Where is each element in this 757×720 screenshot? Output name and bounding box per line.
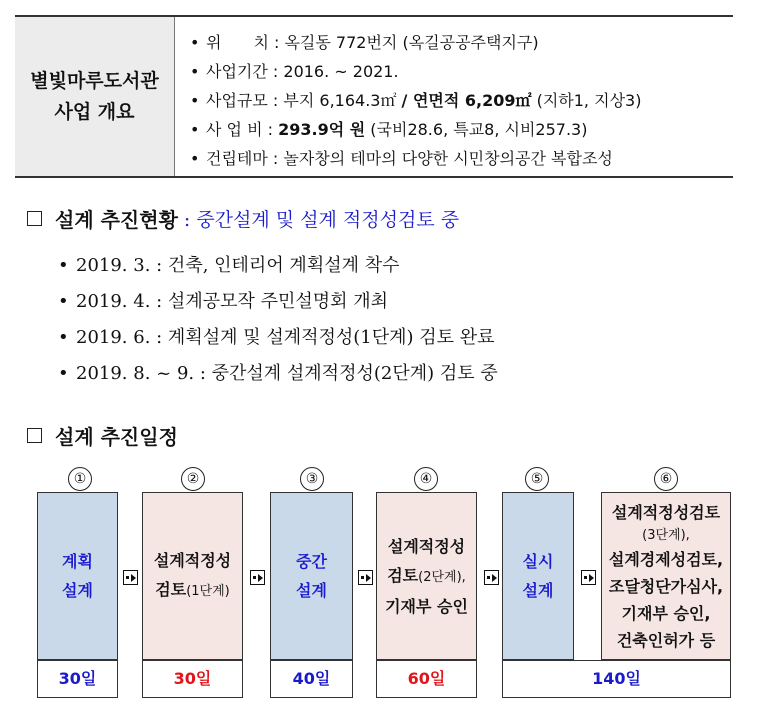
overview-line-theme (190, 144, 733, 173)
duration-cell-2: 30일 (142, 660, 243, 698)
stage-text: 설계경제성검토, (608, 549, 724, 569)
stage-text: 중간 (296, 552, 327, 571)
right-arrow-box-icon (581, 570, 596, 585)
section-subtitle: : 중간설계 및 설계 적정성검토 중 (183, 209, 460, 231)
bullet-icon: • (58, 255, 69, 276)
stage-text: 검토 (387, 565, 419, 585)
step-number-2: ② (181, 467, 205, 491)
stage-text-small: (1단계) (186, 584, 230, 599)
stage-text-small: (2단계), (418, 569, 466, 585)
stage-text: 조달청단가심사, (608, 576, 724, 596)
overview-line-text: 사업기간 : 2016. ~ 2021. (206, 62, 399, 81)
list-item (58, 356, 498, 392)
bullet-icon: • (190, 91, 200, 110)
list-item-text: 2019. 6. : 계획설계 및 설계적정성(1단계) 검토 완료 (76, 327, 495, 348)
bullet-icon: • (58, 291, 69, 312)
stage-box-review-3 (601, 492, 731, 660)
step-number-1: ① (68, 467, 92, 491)
checkbox-icon (27, 428, 42, 443)
list-item-text: 2019. 3. : 건축, 인테리어 계획설계 착수 (76, 255, 400, 276)
bullet-icon: • (58, 363, 69, 384)
right-arrow-box-icon (484, 570, 499, 585)
overview-line-text: (지하1, 지상3) (531, 91, 642, 110)
stage-text: 검토 (155, 580, 187, 599)
step-number-4: ④ (414, 467, 438, 491)
bullet-icon: • (190, 33, 200, 52)
overview-line-location (190, 28, 733, 57)
step-number-5: ⑤ (525, 467, 549, 491)
stage-box-planning-design (37, 492, 118, 660)
stage-text: 설계 (62, 581, 93, 600)
duration-cell-3: 40일 (270, 660, 353, 698)
overview-line-scale (190, 86, 733, 115)
list-item-text: 2019. 8. ~ 9. : 중간설계 설계적정성(2단계) 검토 중 (76, 363, 498, 384)
overview-title-line2: 사업 개요 (54, 100, 135, 123)
right-arrow-box-icon (123, 570, 138, 585)
design-status-list (58, 248, 498, 392)
project-overview-table (15, 15, 733, 178)
section-title: 설계 추진일정 (55, 425, 178, 449)
bullet-icon: • (190, 120, 200, 139)
overview-line-text: 위 치 : 옥길동 772번지 (옥길공공주택지구) (206, 33, 539, 52)
overview-title-line1: 별빛마루도서관 (30, 69, 159, 92)
section-title: 설계 추진현황 (55, 208, 178, 232)
overview-line-emphasis: 293.9억 원 (278, 120, 366, 139)
list-item (58, 320, 498, 356)
stage-text: 기재부 승인, (621, 603, 711, 623)
overview-line-text: 사업규모 : 부지 6,164.3㎡ (206, 91, 402, 110)
duration-cell-4: 60일 (376, 660, 477, 698)
stage-text: 설계적정성 (387, 536, 466, 556)
stage-text: 건축인허가 등 (616, 630, 716, 650)
stage-box-intermediate-design (270, 492, 353, 660)
stage-box-review-2 (376, 492, 477, 660)
list-item (58, 284, 498, 320)
stage-text: 실시 (522, 552, 554, 571)
list-item-text: 2019. 4. : 설계공모작 주민설명회 개최 (76, 291, 389, 312)
section-design-status-heading (27, 204, 459, 233)
stage-text: 설계 (522, 581, 554, 600)
duration-cell-5-6: 140일 (502, 660, 731, 698)
right-arrow-box-icon (358, 570, 373, 585)
overview-line-emphasis: / 연면적 6,209㎡ (401, 91, 532, 110)
bullet-icon: • (190, 149, 200, 168)
overview-line-budget (190, 115, 733, 144)
overview-header-cell (15, 17, 175, 176)
stage-box-review-1 (142, 492, 243, 660)
right-arrow-box-icon (250, 570, 265, 585)
stage-text: 설계적정성 (153, 551, 232, 570)
overview-line-period (190, 57, 733, 86)
stage-text: 설계적정성검토 (611, 502, 721, 522)
section-design-schedule-heading (27, 421, 178, 450)
overview-details (175, 17, 733, 176)
step-number-6: ⑥ (654, 467, 678, 491)
bullet-icon: • (190, 62, 200, 81)
overview-line-text: (국비28.6, 특교8, 시비257.3) (365, 120, 588, 139)
stage-text: 기재부 승인 (385, 596, 468, 616)
list-item (58, 248, 498, 284)
stage-box-detail-design (502, 492, 574, 660)
stage-text-small: (3단계), (642, 527, 690, 543)
overview-line-text: 사 업 비 : (206, 120, 279, 139)
stage-text: 계획 (62, 552, 93, 571)
bullet-icon: • (58, 327, 69, 348)
stage-text: 설계 (296, 581, 327, 600)
duration-cell-1: 30일 (37, 660, 118, 698)
step-number-3: ③ (300, 467, 324, 491)
checkbox-icon (27, 211, 42, 226)
overview-line-text: 건립테마 : 놀자창의 테마의 다양한 시민창의공간 복합조성 (206, 149, 613, 168)
